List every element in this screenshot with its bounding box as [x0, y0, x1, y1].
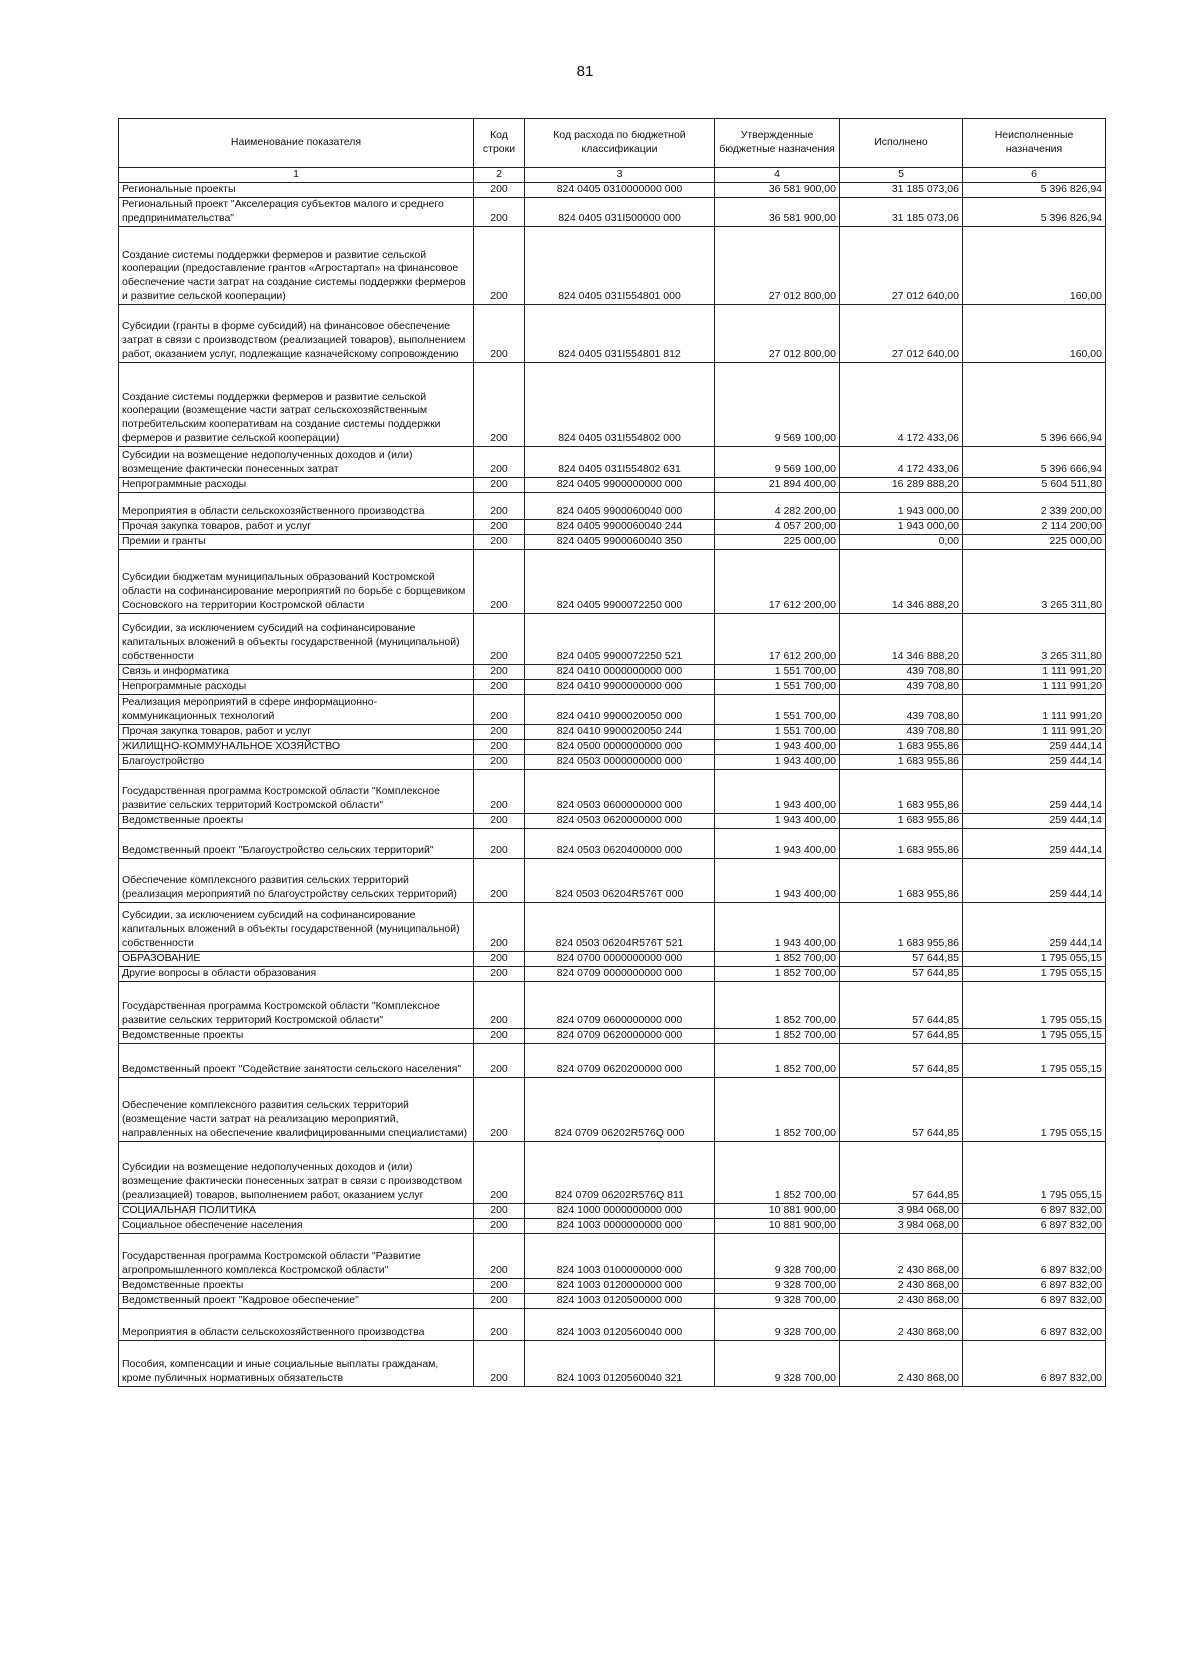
row-name: Субсидии на возмещение недополученных доходов и (или) возмещение фактически понесенных затрат в связи с производством (реализацией) товаров, выполнением работ, оказанием услуг — [119, 1142, 474, 1204]
executed-amount: 3 984 068,00 — [840, 1219, 963, 1234]
table-row — [119, 183, 1106, 198]
row-code-cell: 200 — [474, 198, 525, 227]
budget-code-cell: 824 0405 9900060040 244 — [525, 520, 715, 535]
approved-amount: 1 852 700,00 — [715, 1142, 840, 1204]
row-name: Ведомственные проекты — [119, 1029, 474, 1044]
unexecuted-amount: 1 795 055,15 — [963, 1078, 1106, 1142]
row-name: Региональные проекты — [119, 183, 474, 198]
executed-amount: 3 984 068,00 — [840, 1204, 963, 1219]
row-code-cell: 200 — [474, 725, 525, 740]
header-row — [119, 119, 1106, 168]
executed-amount: 14 346 888,20 — [840, 550, 963, 614]
budget-code-cell: 824 0503 0620400000 000 — [525, 829, 715, 859]
row-code-cell: 200 — [474, 1234, 525, 1279]
executed-amount: 57 644,85 — [840, 982, 963, 1029]
row-code-cell: 200 — [474, 770, 525, 814]
approved-amount: 1 551 700,00 — [715, 665, 840, 680]
unexecuted-amount: 3 265 311,80 — [963, 550, 1106, 614]
row-code-cell: 200 — [474, 447, 525, 478]
row-name: Субсидии, за исключением субсидий на софинансирование капитальных вложений в объекты государственной (муниципальной) собственности — [119, 903, 474, 952]
executed-amount: 2 430 868,00 — [840, 1341, 963, 1387]
budget-code-cell: 824 0405 031I554801 000 — [525, 227, 715, 305]
row-name: Субсидии (гранты в форме субсидий) на финансовое обеспечение затрат в связи с производством (реализацией товаров), выполнением работ, оказанием услуг, подлежащие казначейскому сопровождению — [119, 305, 474, 363]
executed-amount: 2 430 868,00 — [840, 1279, 963, 1294]
row-name: Ведомственный проект "Благоустройство сельских территорий" — [119, 829, 474, 859]
unexecuted-amount: 1 795 055,15 — [963, 952, 1106, 967]
budget-code-cell: 824 0405 0310000000 000 — [525, 183, 715, 198]
table-row — [119, 478, 1106, 493]
table-row — [119, 1142, 1106, 1204]
unexecuted-amount: 259 444,14 — [963, 740, 1106, 755]
unexecuted-amount: 160,00 — [963, 305, 1106, 363]
approved-amount: 4 282 200,00 — [715, 493, 840, 520]
budget-code-cell: 824 0709 0000000000 000 — [525, 967, 715, 982]
table-row — [119, 1219, 1106, 1234]
row-code-cell: 200 — [474, 1341, 525, 1387]
approved-amount: 17 612 200,00 — [715, 550, 840, 614]
table-row — [119, 227, 1106, 305]
row-code-cell: 200 — [474, 1142, 525, 1204]
unexecuted-amount: 5 396 666,94 — [963, 363, 1106, 447]
table-row — [119, 1309, 1106, 1341]
row-name: Непрограммные расходы — [119, 478, 474, 493]
budget-code-cell: 824 0709 0620200000 000 — [525, 1044, 715, 1078]
budget-code-cell: 824 1000 0000000000 000 — [525, 1204, 715, 1219]
row-code-cell: 200 — [474, 1078, 525, 1142]
executed-amount: 1 683 955,86 — [840, 859, 963, 903]
budget-code-cell: 824 0410 9900000000 000 — [525, 680, 715, 695]
row-code-cell: 200 — [474, 535, 525, 550]
approved-amount: 1 943 400,00 — [715, 829, 840, 859]
row-name: Субсидии бюджетам муниципальных образований Костромской области на софинансирование мероприятий по борьбе с борщевиком Сосновского на территории Костромской области — [119, 550, 474, 614]
row-code-cell: 200 — [474, 903, 525, 952]
table-row — [119, 770, 1106, 814]
unexecuted-amount: 160,00 — [963, 227, 1106, 305]
table-row — [119, 1029, 1106, 1044]
row-name: Создание системы поддержки фермеров и развитие сельской кооперации (возмещение части затрат сельскохозяйственным потребительским кооперативам на создание системы поддержки фермеров и развитие сельской кооперации) — [119, 363, 474, 447]
row-code-cell: 200 — [474, 305, 525, 363]
approved-amount: 1 943 400,00 — [715, 814, 840, 829]
budget-code-cell: 824 1003 0120560040 321 — [525, 1341, 715, 1387]
table-row — [119, 740, 1106, 755]
executed-amount: 439 708,80 — [840, 665, 963, 680]
unexecuted-amount: 1 111 991,20 — [963, 695, 1106, 725]
budget-code-cell: 824 0500 0000000000 000 — [525, 740, 715, 755]
unexecuted-amount: 6 897 832,00 — [963, 1204, 1106, 1219]
unexecuted-amount: 259 444,14 — [963, 755, 1106, 770]
unexecuted-amount: 1 795 055,15 — [963, 1142, 1106, 1204]
row-name: Субсидии на возмещение недополученных доходов и (или) возмещение фактически понесенных затрат — [119, 447, 474, 478]
row-code-cell: 200 — [474, 1204, 525, 1219]
unexecuted-amount: 1 795 055,15 — [963, 1044, 1106, 1078]
column-number: 2 — [474, 168, 525, 183]
unexecuted-amount: 6 897 832,00 — [963, 1219, 1106, 1234]
row-code-cell: 200 — [474, 740, 525, 755]
executed-amount: 2 430 868,00 — [840, 1234, 963, 1279]
column-number: 1 — [119, 168, 474, 183]
budget-code-cell: 824 0709 06202R576Q 000 — [525, 1078, 715, 1142]
approved-amount: 36 581 900,00 — [715, 198, 840, 227]
header-approved: Утвержденные бюджетные назначения — [715, 119, 840, 168]
approved-amount: 1 943 400,00 — [715, 740, 840, 755]
unexecuted-amount: 6 897 832,00 — [963, 1279, 1106, 1294]
row-name: СОЦИАЛЬНАЯ ПОЛИТИКА — [119, 1204, 474, 1219]
row-name: Пособия, компенсации и иные социальные выплаты гражданам, кроме публичных нормативных обязательств — [119, 1341, 474, 1387]
approved-amount: 1 943 400,00 — [715, 755, 840, 770]
budget-code-cell: 824 0503 0600000000 000 — [525, 770, 715, 814]
approved-amount: 9 328 700,00 — [715, 1234, 840, 1279]
row-code-cell: 200 — [474, 1309, 525, 1341]
row-code-cell: 200 — [474, 755, 525, 770]
table-body — [119, 183, 1106, 1387]
approved-amount: 1 551 700,00 — [715, 695, 840, 725]
table-row — [119, 535, 1106, 550]
executed-amount: 1 683 955,86 — [840, 903, 963, 952]
executed-amount: 57 644,85 — [840, 1044, 963, 1078]
table-row — [119, 1294, 1106, 1309]
approved-amount: 9 328 700,00 — [715, 1309, 840, 1341]
table-row — [119, 1279, 1106, 1294]
row-name: Региональный проект "Акселерация субъектов малого и среднего предпринимательства" — [119, 198, 474, 227]
budget-code-cell: 824 1003 0000000000 000 — [525, 1219, 715, 1234]
table-row — [119, 814, 1106, 829]
table-row — [119, 695, 1106, 725]
budget-code-cell: 824 0410 9900020050 244 — [525, 725, 715, 740]
row-name: Ведомственные проекты — [119, 1279, 474, 1294]
unexecuted-amount: 2 339 200,00 — [963, 493, 1106, 520]
unexecuted-amount: 6 897 832,00 — [963, 1294, 1106, 1309]
unexecuted-amount: 1 111 991,20 — [963, 725, 1106, 740]
row-name: Мероприятия в области сельскохозяйственного производства — [119, 1309, 474, 1341]
row-name: Ведомственные проекты — [119, 814, 474, 829]
table-row — [119, 1204, 1106, 1219]
budget-code-cell: 824 0405 9900060040 000 — [525, 493, 715, 520]
row-code-cell: 200 — [474, 550, 525, 614]
approved-amount: 1 852 700,00 — [715, 1029, 840, 1044]
executed-amount: 2 430 868,00 — [840, 1294, 963, 1309]
budget-code-cell: 824 1003 0120500000 000 — [525, 1294, 715, 1309]
executed-amount: 1 943 000,00 — [840, 493, 963, 520]
table-row — [119, 447, 1106, 478]
row-code-cell: 200 — [474, 982, 525, 1029]
budget-code-cell: 824 1003 0120560040 000 — [525, 1309, 715, 1341]
budget-code-cell: 824 1003 0120000000 000 — [525, 1279, 715, 1294]
table-row — [119, 493, 1106, 520]
budget-code-cell: 824 0503 06204R576T 521 — [525, 903, 715, 952]
budget-code-cell: 824 0700 0000000000 000 — [525, 952, 715, 967]
approved-amount: 9 328 700,00 — [715, 1294, 840, 1309]
column-number: 4 — [715, 168, 840, 183]
approved-amount: 17 612 200,00 — [715, 614, 840, 665]
unexecuted-amount: 259 444,14 — [963, 770, 1106, 814]
row-name: ЖИЛИЩНО-КОММУНАЛЬНОЕ ХОЗЯЙСТВО — [119, 740, 474, 755]
row-code-cell: 200 — [474, 814, 525, 829]
approved-amount: 1 551 700,00 — [715, 725, 840, 740]
budget-execution-table — [118, 118, 1106, 1387]
table-row — [119, 725, 1106, 740]
budget-code-cell: 824 0405 031I500000 000 — [525, 198, 715, 227]
approved-amount: 9 569 100,00 — [715, 447, 840, 478]
column-number-row — [119, 168, 1106, 183]
row-name: Обеспечение комплексного развития сельских территорий (реализация мероприятий по благоустройству сельских территорий) — [119, 859, 474, 903]
executed-amount: 1 683 955,86 — [840, 829, 963, 859]
row-name: Обеспечение комплексного развития сельских территорий (возмещение части затрат на реализацию мероприятий, направленных на обеспечение квалифицированными специалистами) — [119, 1078, 474, 1142]
unexecuted-amount: 5 396 666,94 — [963, 447, 1106, 478]
executed-amount: 439 708,80 — [840, 725, 963, 740]
unexecuted-amount: 1 111 991,20 — [963, 680, 1106, 695]
unexecuted-amount: 6 897 832,00 — [963, 1309, 1106, 1341]
budget-code-cell: 824 0709 0620000000 000 — [525, 1029, 715, 1044]
table-row — [119, 198, 1106, 227]
table-row — [119, 903, 1106, 952]
unexecuted-amount: 259 444,14 — [963, 814, 1106, 829]
unexecuted-amount: 1 111 991,20 — [963, 665, 1106, 680]
table-row — [119, 829, 1106, 859]
row-code-cell: 200 — [474, 1219, 525, 1234]
executed-amount: 439 708,80 — [840, 680, 963, 695]
approved-amount: 36 581 900,00 — [715, 183, 840, 198]
header-budget-code: Код расхода по бюджетной классификации — [525, 119, 715, 168]
table-row — [119, 680, 1106, 695]
unexecuted-amount: 3 265 311,80 — [963, 614, 1106, 665]
approved-amount: 1 943 400,00 — [715, 859, 840, 903]
unexecuted-amount: 1 795 055,15 — [963, 1029, 1106, 1044]
approved-amount: 1 852 700,00 — [715, 1078, 840, 1142]
table-row — [119, 305, 1106, 363]
table-row — [119, 363, 1106, 447]
executed-amount: 57 644,85 — [840, 1142, 963, 1204]
row-name: Государственная программа Костромской области "Комплексное развитие сельских территорий Костромской области" — [119, 770, 474, 814]
approved-amount: 1 852 700,00 — [715, 1044, 840, 1078]
budget-code-cell: 824 0405 031I554802 631 — [525, 447, 715, 478]
row-code-cell: 200 — [474, 1294, 525, 1309]
table-row — [119, 1341, 1106, 1387]
executed-amount: 1 943 000,00 — [840, 520, 963, 535]
executed-amount: 57 644,85 — [840, 952, 963, 967]
approved-amount: 1 852 700,00 — [715, 982, 840, 1029]
unexecuted-amount: 1 795 055,15 — [963, 982, 1106, 1029]
row-code-cell: 200 — [474, 1029, 525, 1044]
column-number: 3 — [525, 168, 715, 183]
executed-amount: 1 683 955,86 — [840, 814, 963, 829]
executed-amount: 1 683 955,86 — [840, 740, 963, 755]
executed-amount: 27 012 640,00 — [840, 305, 963, 363]
table-row — [119, 1234, 1106, 1279]
executed-amount: 2 430 868,00 — [840, 1309, 963, 1341]
table-row — [119, 952, 1106, 967]
row-code-cell: 200 — [474, 665, 525, 680]
executed-amount: 16 289 888,20 — [840, 478, 963, 493]
executed-amount: 31 185 073,06 — [840, 198, 963, 227]
unexecuted-amount: 259 444,14 — [963, 829, 1106, 859]
row-code-cell: 200 — [474, 493, 525, 520]
executed-amount: 1 683 955,86 — [840, 755, 963, 770]
row-name: Другие вопросы в области образования — [119, 967, 474, 982]
approved-amount: 21 894 400,00 — [715, 478, 840, 493]
row-code-cell: 200 — [474, 680, 525, 695]
unexecuted-amount: 1 795 055,15 — [963, 967, 1106, 982]
executed-amount: 439 708,80 — [840, 695, 963, 725]
table-header — [119, 119, 1106, 183]
approved-amount: 4 057 200,00 — [715, 520, 840, 535]
header-executed: Исполнено — [840, 119, 963, 168]
budget-code-cell: 824 0405 9900000000 000 — [525, 478, 715, 493]
budget-code-cell: 824 0405 031I554802 000 — [525, 363, 715, 447]
executed-amount: 57 644,85 — [840, 1029, 963, 1044]
table-row — [119, 755, 1106, 770]
row-name: Благоустройство — [119, 755, 474, 770]
table-row — [119, 859, 1106, 903]
unexecuted-amount: 6 897 832,00 — [963, 1234, 1106, 1279]
row-name: Ведомственный проект "Кадровое обеспечение" — [119, 1294, 474, 1309]
row-code-cell: 200 — [474, 695, 525, 725]
executed-amount: 27 012 640,00 — [840, 227, 963, 305]
row-code-cell: 200 — [474, 227, 525, 305]
approved-amount: 9 569 100,00 — [715, 363, 840, 447]
approved-amount: 1 551 700,00 — [715, 680, 840, 695]
approved-amount: 10 881 900,00 — [715, 1204, 840, 1219]
executed-amount: 31 185 073,06 — [840, 183, 963, 198]
page-number: 81 — [576, 63, 594, 80]
row-name: Связь и информатика — [119, 665, 474, 680]
approved-amount: 1 852 700,00 — [715, 952, 840, 967]
row-code-cell: 200 — [474, 363, 525, 447]
budget-code-cell: 824 0410 0000000000 000 — [525, 665, 715, 680]
row-name: Социальное обеспечение населения — [119, 1219, 474, 1234]
unexecuted-amount: 5 396 826,94 — [963, 198, 1106, 227]
budget-code-cell: 824 0503 06204R576T 000 — [525, 859, 715, 903]
row-code-cell: 200 — [474, 967, 525, 982]
budget-code-cell: 824 0709 0600000000 000 — [525, 982, 715, 1029]
header-name: Наименование показателя — [119, 119, 474, 168]
unexecuted-amount: 6 897 832,00 — [963, 1341, 1106, 1387]
row-name: Субсидии, за исключением субсидий на софинансирование капитальных вложений в объекты государственной (муниципальной) собственности — [119, 614, 474, 665]
budget-code-cell: 824 1003 0100000000 000 — [525, 1234, 715, 1279]
executed-amount: 1 683 955,86 — [840, 770, 963, 814]
approved-amount: 9 328 700,00 — [715, 1341, 840, 1387]
row-name: Непрограммные расходы — [119, 680, 474, 695]
executed-amount: 14 346 888,20 — [840, 614, 963, 665]
row-name: Премии и гранты — [119, 535, 474, 550]
row-name: Прочая закупка товаров, работ и услуг — [119, 520, 474, 535]
table-row — [119, 614, 1106, 665]
unexecuted-amount: 5 604 511,80 — [963, 478, 1106, 493]
row-code-cell: 200 — [474, 859, 525, 903]
row-name: Государственная программа Костромской области "Комплексное развитие сельских территорий Костромской области" — [119, 982, 474, 1029]
row-name: Ведомственный проект "Содействие занятости сельского населения" — [119, 1044, 474, 1078]
column-number: 6 — [963, 168, 1106, 183]
row-name: Мероприятия в области сельскохозяйственного производства — [119, 493, 474, 520]
budget-code-cell: 824 0709 06202R576Q 811 — [525, 1142, 715, 1204]
budget-code-cell: 824 0405 031I554801 812 — [525, 305, 715, 363]
row-name: Реализация мероприятий в сфере информационно-коммуникационных технологий — [119, 695, 474, 725]
executed-amount: 57 644,85 — [840, 967, 963, 982]
table-row — [119, 665, 1106, 680]
table-row — [119, 1078, 1106, 1142]
table-row — [119, 550, 1106, 614]
header-unexecuted: Неисполненные назначения — [963, 119, 1106, 168]
row-code-cell: 200 — [474, 952, 525, 967]
row-code-cell: 200 — [474, 183, 525, 198]
row-code-cell: 200 — [474, 1279, 525, 1294]
row-code-cell: 200 — [474, 829, 525, 859]
budget-code-cell: 824 0410 9900020050 000 — [525, 695, 715, 725]
row-name: Государственная программа Костромской области "Развитие агропромышленного комплекса Костромской области" — [119, 1234, 474, 1279]
row-code-cell: 200 — [474, 478, 525, 493]
approved-amount: 1 943 400,00 — [715, 770, 840, 814]
table-row — [119, 982, 1106, 1029]
unexecuted-amount: 5 396 826,94 — [963, 183, 1106, 198]
table-row — [119, 967, 1106, 982]
budget-code-cell: 824 0503 0620000000 000 — [525, 814, 715, 829]
header-row-code: Код строки — [474, 119, 525, 168]
approved-amount: 225 000,00 — [715, 535, 840, 550]
table-row — [119, 520, 1106, 535]
row-code-cell: 200 — [474, 520, 525, 535]
approved-amount: 27 012 800,00 — [715, 227, 840, 305]
unexecuted-amount: 225 000,00 — [963, 535, 1106, 550]
budget-code-cell: 824 0405 9900072250 521 — [525, 614, 715, 665]
unexecuted-amount: 259 444,14 — [963, 903, 1106, 952]
row-name: Создание системы поддержки фермеров и развитие сельской кооперации (предоставление грантов «Агростартап» на финансовое обеспечение части затрат на создание системы поддержки фермеров и развитие сельской кооперации) — [119, 227, 474, 305]
approved-amount: 10 881 900,00 — [715, 1219, 840, 1234]
unexecuted-amount: 2 114 200,00 — [963, 520, 1106, 535]
unexecuted-amount: 259 444,14 — [963, 859, 1106, 903]
executed-amount: 4 172 433,06 — [840, 447, 963, 478]
approved-amount: 1 852 700,00 — [715, 967, 840, 982]
budget-code-cell: 824 0503 0000000000 000 — [525, 755, 715, 770]
row-name: ОБРАЗОВАНИЕ — [119, 952, 474, 967]
executed-amount: 0,00 — [840, 535, 963, 550]
row-code-cell: 200 — [474, 614, 525, 665]
budget-code-cell: 824 0405 9900072250 000 — [525, 550, 715, 614]
row-name: Прочая закупка товаров, работ и услуг — [119, 725, 474, 740]
column-number: 5 — [840, 168, 963, 183]
budget-code-cell: 824 0405 9900060040 350 — [525, 535, 715, 550]
table-row — [119, 1044, 1106, 1078]
approved-amount: 27 012 800,00 — [715, 305, 840, 363]
approved-amount: 1 943 400,00 — [715, 903, 840, 952]
executed-amount: 57 644,85 — [840, 1078, 963, 1142]
row-code-cell: 200 — [474, 1044, 525, 1078]
executed-amount: 4 172 433,06 — [840, 363, 963, 447]
approved-amount: 9 328 700,00 — [715, 1279, 840, 1294]
